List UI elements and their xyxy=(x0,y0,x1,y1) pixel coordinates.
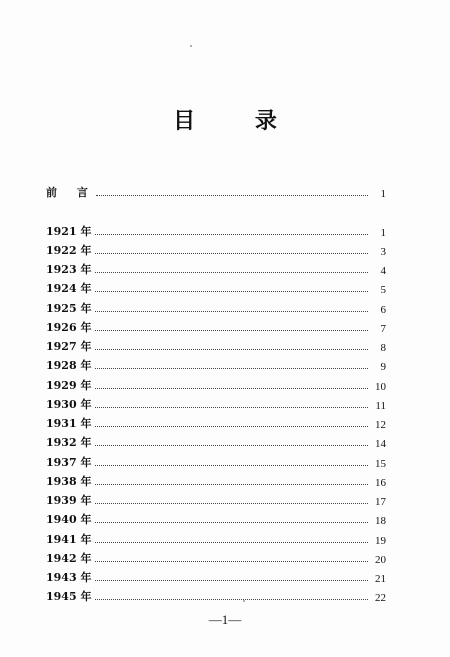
toc-entry[interactable] xyxy=(46,585,386,604)
dot-leader xyxy=(95,233,368,235)
toc-entry-page: 12 xyxy=(375,419,386,431)
dot-leader xyxy=(95,310,368,312)
toc-entry-preface[interactable] xyxy=(46,181,386,200)
toc-entry[interactable] xyxy=(46,354,386,373)
toc-entry-page: 18 xyxy=(375,515,386,528)
toc-entry-label: 1930 年 xyxy=(46,397,92,411)
toc-entry[interactable] xyxy=(46,547,386,566)
toc-entry[interactable] xyxy=(46,258,386,277)
toc-entry-page: 8 xyxy=(380,342,386,354)
toc-entry-label: 1925 年 xyxy=(46,301,92,315)
dot-leader xyxy=(95,560,368,562)
toc-entry-label: 1931 年 xyxy=(46,417,92,430)
toc-entry-label: 1923 年 xyxy=(46,263,92,276)
toc-entry-label: 1928 年 xyxy=(46,359,92,373)
table-of-contents xyxy=(46,181,386,604)
dot-leader xyxy=(95,464,368,466)
dot-leader xyxy=(95,406,368,408)
dot-leader xyxy=(95,598,368,600)
toc-entry-page: 9 xyxy=(380,361,386,374)
toc-entry-page: 20 xyxy=(375,553,386,566)
toc-entry[interactable] xyxy=(46,412,386,431)
toc-entry[interactable] xyxy=(46,316,386,335)
dot-leader xyxy=(95,387,368,389)
page-number: —1— xyxy=(208,612,242,627)
toc-entry[interactable] xyxy=(46,489,386,508)
toc-entry[interactable] xyxy=(46,393,386,412)
toc-entry-page: 3 xyxy=(380,245,386,258)
toc-entry-label: 1937 年 xyxy=(46,455,92,469)
toc-entry-label: 1943 年 xyxy=(46,571,92,584)
toc-entry-label: 1945 年 xyxy=(46,590,92,604)
dot-leader xyxy=(95,483,368,485)
dot-leader xyxy=(95,541,368,543)
dot-leader xyxy=(95,521,368,523)
toc-entry-page: 5 xyxy=(380,284,386,297)
toc-entry-label: 1927 年 xyxy=(46,340,92,353)
dot-leader xyxy=(95,502,368,504)
toc-entry-page: 19 xyxy=(375,534,386,547)
toc-entry-label: 1929 年 xyxy=(46,378,92,392)
dot-leader xyxy=(95,252,368,254)
toc-entry[interactable] xyxy=(46,431,386,450)
toc-entry-label: 1940 年 xyxy=(46,513,92,527)
dot-leader xyxy=(95,348,368,350)
toc-entry-label: 1932 年 xyxy=(46,436,92,450)
toc-entry[interactable] xyxy=(46,450,386,469)
toc-entry-page: 15 xyxy=(375,457,386,470)
toc-entry-page: 7 xyxy=(380,322,386,335)
dot-leader xyxy=(95,444,368,446)
toc-entry-page: 14 xyxy=(375,438,386,451)
toc-entry-label: 前 言 xyxy=(46,186,96,200)
toc-entry[interactable] xyxy=(46,219,386,238)
toc-entry-page: 17 xyxy=(375,496,386,508)
dot-leader xyxy=(95,425,368,427)
toc-entry[interactable] xyxy=(46,470,386,489)
toc-entry[interactable] xyxy=(46,373,386,392)
toc-entry[interactable] xyxy=(46,239,386,258)
toc-entry-page: 11 xyxy=(375,399,386,412)
toc-entry-label: 1939 年 xyxy=(46,494,92,507)
toc-entry[interactable] xyxy=(46,296,386,315)
print-speck xyxy=(190,45,192,47)
dot-leader xyxy=(95,271,368,273)
toc-entry-label: 1941 年 xyxy=(46,532,92,546)
toc-entry-label: 1922 年 xyxy=(46,243,92,257)
dot-leader xyxy=(95,290,368,292)
toc-entry-label: 1921 年 xyxy=(46,224,92,238)
toc-entry[interactable] xyxy=(46,527,386,546)
toc-entry[interactable] xyxy=(46,335,386,354)
toc-entry-page: 1 xyxy=(380,226,386,239)
dot-leader xyxy=(96,194,368,196)
toc-entry-page: 22 xyxy=(375,592,386,605)
print-speck xyxy=(243,600,245,602)
toc-entry[interactable] xyxy=(46,566,386,585)
toc-entry-label: 1942 年 xyxy=(46,551,92,565)
dot-leader xyxy=(95,367,368,369)
toc-entry-label: 1938 年 xyxy=(46,474,92,488)
dot-leader xyxy=(95,329,368,331)
toc-entry-label: 1926 年 xyxy=(46,320,92,334)
toc-entry-list xyxy=(46,219,386,604)
toc-entry[interactable] xyxy=(46,277,386,296)
toc-entry-page: 16 xyxy=(375,476,386,489)
dot-leader xyxy=(95,579,368,581)
toc-entry-page: 1 xyxy=(380,188,386,201)
toc-entry-page: 4 xyxy=(380,265,386,277)
toc-entry-page: 21 xyxy=(375,573,386,585)
toc-entry-label: 1924 年 xyxy=(46,282,92,296)
toc-entry[interactable] xyxy=(46,508,386,527)
page-title: 目 录 xyxy=(173,108,303,134)
toc-entry-page: 6 xyxy=(380,303,386,316)
toc-entry-page: 10 xyxy=(375,380,386,393)
